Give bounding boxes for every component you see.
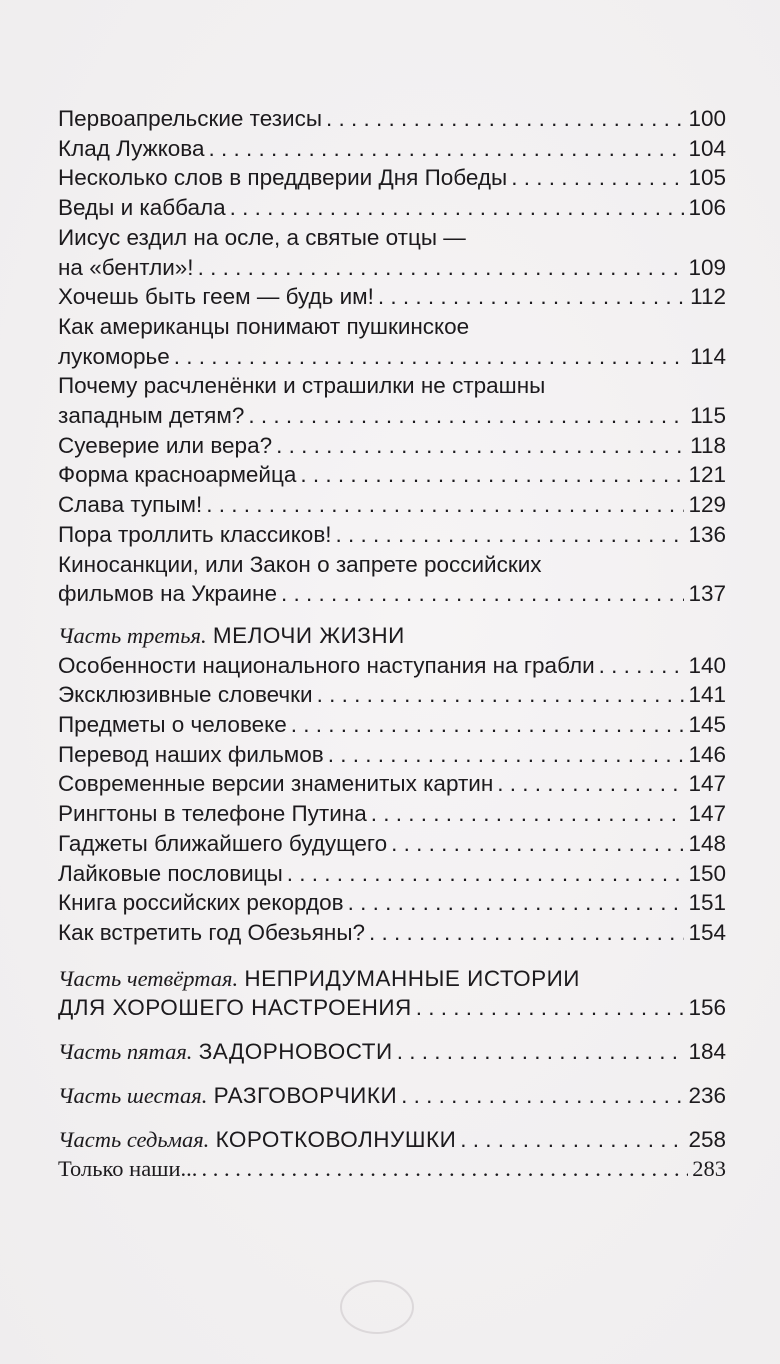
entry-page: 129 bbox=[688, 492, 726, 518]
entry-page: 146 bbox=[688, 741, 726, 767]
leader-dots bbox=[336, 520, 685, 550]
leader-dots bbox=[371, 799, 685, 829]
entry-title: Рингтоны в телефоне Путина bbox=[58, 801, 367, 827]
entry-title: Слава тупым! bbox=[58, 492, 203, 518]
leader-dots bbox=[328, 740, 685, 770]
part-title: ЗАДОРНОВОСТИ bbox=[198, 1039, 393, 1065]
part-title: МЕЛОЧИ ЖИЗНИ bbox=[212, 622, 405, 648]
leader-dots bbox=[511, 163, 684, 193]
toc-entry bbox=[58, 769, 726, 799]
leader-dots bbox=[248, 401, 686, 431]
entry-page: 112 bbox=[690, 284, 726, 310]
entry-page: 109 bbox=[688, 254, 726, 280]
entry-title: Особенности национального наступания на грабли bbox=[58, 652, 595, 678]
part-label: Часть пятая. bbox=[58, 1039, 193, 1065]
toc-entry bbox=[58, 490, 726, 520]
leader-dots bbox=[291, 710, 685, 740]
part-heading bbox=[58, 1081, 726, 1111]
entry-page: 283 bbox=[692, 1156, 726, 1182]
entry-title: Форма красноармейца bbox=[58, 462, 297, 488]
entry-page: 137 bbox=[688, 581, 726, 607]
entry-title: Книга российских рекордов bbox=[58, 890, 344, 916]
entry-title: Веды и каббала bbox=[58, 195, 226, 221]
entry-page: 236 bbox=[688, 1082, 726, 1108]
leader-dots bbox=[460, 1125, 684, 1155]
entry-page: 147 bbox=[688, 801, 726, 827]
entry-title: Несколько слов в преддверии Дня Победы bbox=[58, 165, 508, 191]
entry-title: Современные версии знаменитых картин bbox=[58, 771, 494, 797]
bleed-through-mark bbox=[340, 1280, 414, 1334]
toc-entry bbox=[58, 799, 726, 829]
toc-entry bbox=[58, 282, 726, 312]
toc-entry bbox=[58, 253, 726, 283]
entry-title: Суеверие или вера? bbox=[58, 432, 273, 458]
entry-page: 154 bbox=[688, 919, 726, 945]
entry-title: лукоморье bbox=[58, 343, 170, 369]
part-heading bbox=[58, 964, 726, 994]
part-title: НЕПРИДУМАННЫЕ ИСТОРИИ bbox=[244, 965, 580, 991]
entry-title-line1: Как американцы понимают пушкинское bbox=[58, 313, 470, 339]
part-title: РАЗГОВОРЧИКИ bbox=[213, 1082, 398, 1108]
leader-dots bbox=[174, 342, 686, 372]
entry-page: 118 bbox=[690, 432, 726, 458]
leader-dots bbox=[230, 193, 685, 223]
entry-title: фильмов на Украине bbox=[58, 581, 277, 607]
leader-dots bbox=[391, 829, 684, 859]
entry-title: Пора троллить классиков! bbox=[58, 521, 332, 547]
entry-title: Первоапрельские тезисы bbox=[58, 106, 323, 131]
part-heading bbox=[58, 1037, 726, 1067]
leader-dots bbox=[198, 253, 685, 283]
leader-dots bbox=[209, 134, 685, 164]
toc-entry bbox=[58, 993, 726, 1023]
entry-page: 140 bbox=[688, 652, 726, 678]
leader-dots bbox=[369, 918, 684, 948]
leader-dots bbox=[497, 769, 684, 799]
entry-page: 156 bbox=[688, 995, 726, 1021]
entry-page: 100 bbox=[688, 106, 726, 131]
toc-entry bbox=[58, 579, 726, 609]
toc-entry bbox=[58, 163, 726, 193]
entry-page: 105 bbox=[688, 165, 726, 191]
entry-page: 104 bbox=[688, 135, 726, 161]
entry-title: Предметы о человеке bbox=[58, 712, 287, 738]
entry-title: Лайковые пословицы bbox=[58, 860, 283, 886]
leader-dots bbox=[397, 1037, 685, 1067]
entry-page: 150 bbox=[688, 860, 726, 886]
entry-page: 136 bbox=[688, 521, 726, 547]
toc-entry bbox=[58, 193, 726, 223]
entry-title: западным детям? bbox=[58, 403, 245, 429]
leader-dots bbox=[326, 104, 684, 134]
leader-dots bbox=[287, 859, 685, 889]
leader-dots bbox=[378, 282, 686, 312]
toc-entry bbox=[58, 918, 726, 948]
toc-entry bbox=[58, 431, 726, 461]
entry-title-line1: Почему расчленёнки и страшилки не страшны bbox=[58, 373, 546, 399]
entry-title: Только наши... bbox=[58, 1156, 198, 1182]
entry-page: 115 bbox=[690, 403, 726, 429]
entry-page: 184 bbox=[688, 1039, 726, 1065]
leader-dots bbox=[599, 651, 685, 681]
entry-page: 258 bbox=[688, 1126, 726, 1152]
toc-entry bbox=[58, 829, 726, 859]
entry-title-line1: Иисус ездил на осле, а святые отцы — bbox=[58, 224, 466, 250]
entry-title: Клад Лужкова bbox=[58, 135, 205, 161]
toc-entry bbox=[58, 740, 726, 770]
entry-title: Как встретить год Обезьяны? bbox=[58, 919, 366, 945]
leader-dots bbox=[276, 431, 686, 461]
entry-page: 145 bbox=[688, 712, 726, 738]
toc-entry bbox=[58, 342, 726, 372]
toc-entry bbox=[58, 134, 726, 164]
toc-entry bbox=[58, 1154, 726, 1184]
leader-dots bbox=[348, 888, 685, 918]
leader-dots bbox=[206, 490, 684, 520]
entry-title: Хочешь быть геем — будь им! bbox=[58, 284, 374, 310]
entry-page: 151 bbox=[688, 890, 726, 916]
entry-title: Перевод наших фильмов bbox=[58, 741, 324, 767]
part-title-line2: ДЛЯ ХОРОШЕГО НАСТРОЕНИЯ bbox=[58, 995, 412, 1021]
leader-dots bbox=[201, 1154, 688, 1184]
toc-entry bbox=[58, 520, 726, 550]
toc-entry bbox=[58, 859, 726, 889]
part-label: Часть третья. bbox=[58, 622, 207, 648]
entry-title-line1: Киносанкции, или Закон о запрете российских bbox=[58, 551, 542, 577]
toc-entry bbox=[58, 401, 726, 431]
entry-page: 147 bbox=[688, 771, 726, 797]
part-title: КОРОТКОВОЛНУШКИ bbox=[215, 1126, 457, 1152]
part-heading bbox=[58, 1125, 726, 1155]
entry-page: 148 bbox=[688, 830, 726, 856]
toc-entry bbox=[58, 104, 726, 134]
toc-entry bbox=[58, 888, 726, 918]
entry-title: Эксклюзивные словечки bbox=[58, 682, 313, 708]
toc-entry bbox=[58, 651, 726, 681]
leader-dots bbox=[401, 1081, 684, 1111]
leader-dots bbox=[317, 680, 685, 710]
entry-title: на «бентли»! bbox=[58, 254, 194, 280]
toc-entry bbox=[58, 680, 726, 710]
entry-page: 106 bbox=[688, 195, 726, 221]
part-label: Часть шестая. bbox=[58, 1082, 208, 1108]
part-heading bbox=[58, 621, 726, 651]
entry-page: 114 bbox=[690, 343, 726, 369]
entry-page: 121 bbox=[688, 462, 726, 488]
part-label: Часть седьмая. bbox=[58, 1126, 210, 1152]
toc-entry bbox=[58, 460, 726, 490]
leader-dots bbox=[300, 460, 684, 490]
part-label: Часть четвёртая. bbox=[58, 965, 239, 991]
entry-title: Гаджеты ближайшего будущего bbox=[58, 830, 388, 856]
table-of-contents bbox=[58, 104, 726, 1184]
leader-dots bbox=[281, 579, 684, 609]
toc-entry bbox=[58, 710, 726, 740]
entry-page: 141 bbox=[688, 682, 726, 708]
leader-dots bbox=[416, 993, 685, 1023]
